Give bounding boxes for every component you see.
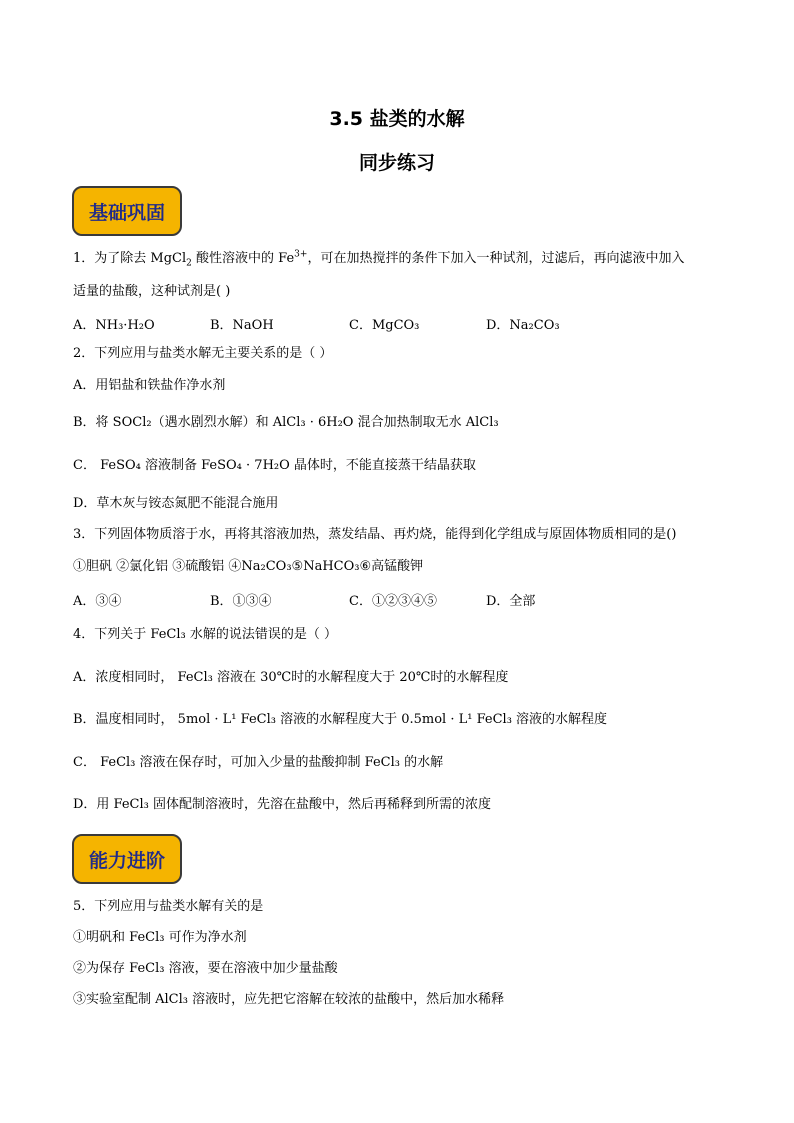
question-2-option-d: D．草木灰与铵态氮肥不能混合施用 xyxy=(73,496,279,511)
section-badge-advanced xyxy=(72,834,182,884)
question-1-option-c: C．MgCO₃ xyxy=(349,318,420,333)
question-5-item-3: ③实验室配制 AlCl₃ 溶液时，应先把它溶解在较浓的盐酸中，然后加水稀释 xyxy=(73,992,505,1007)
question-1-option-d: D．Na₂CO₃ xyxy=(486,318,560,333)
section-label-basic: 基础巩固 xyxy=(88,201,165,224)
question-4-option-d: D．用 FeCl₃ 固体配制溶液时，先溶在盐酸中，然后再稀释到所需的浓度 xyxy=(73,797,492,812)
question-5-item-1: ①明矾和 FeCl₃ 可作为净水剂 xyxy=(73,930,247,945)
page-subtitle: 同步练习 xyxy=(358,152,435,174)
question-5-stem: 5．下列应用与盐类水解有关的是 xyxy=(73,899,264,914)
question-2-option-b: B．将 SOCl₂（遇水剧烈水解）和 AlCl₃ · 6H₂O 混合加热制取无水 AlCl₃ xyxy=(73,415,499,430)
question-1-option-b: B．NaOH xyxy=(210,318,274,333)
question-1-stem-line2: 适量的盐酸，这种试剂是( ) xyxy=(73,284,231,299)
question-1-stem: 1．为了除去 MgCl$_2$ 酸性溶液中的 $Fe^{3+}$，可在加热搅拌的条件下加入一种试剂，过滤后，再向滤液中加入 xyxy=(73,249,685,269)
question-2-option-c: C． FeSO₄ 溶液制备 FeSO₄ · 7H₂O 晶体时，不能直接蒸干结晶获取 xyxy=(73,458,476,473)
section-badge-basic xyxy=(72,186,182,236)
question-3-option-c: C．①②③④⑤ xyxy=(349,594,437,609)
question-3-stem: 3．下列固体物质溶于水，再将其溶液加热，蒸发结晶、再灼烧，能得到化学组成与原固体物质相同的是() xyxy=(73,527,677,542)
question-4-option-a: A．浓度相同时， FeCl₃ 溶液在 30℃时的水解程度大于 20℃时的水解程度 xyxy=(73,670,509,685)
page-title: 3.5 盐类的水解 xyxy=(329,108,465,130)
question-3-items: ①胆矾 ②氯化铝 ③硫酸铝 ④Na₂CO₃⑤NaHCO₃⑥高锰酸钾 xyxy=(73,559,424,574)
question-1-option-a: A．NH₃·H₂O xyxy=(73,318,155,333)
question-3-option-a: A．③④ xyxy=(73,594,122,609)
question-3-option-d: D．全部 xyxy=(486,594,536,609)
question-2-option-a: A．用铝盐和铁盐作净水剂 xyxy=(73,378,226,393)
question-5-item-2: ②为保存 FeCl₃ 溶液，要在溶液中加少量盐酸 xyxy=(73,961,338,976)
question-4-stem: 4．下列关于 FeCl₃ 水解的说法错误的是（ ） xyxy=(73,627,337,642)
section-label-advanced: 能力进阶 xyxy=(88,849,165,872)
question-2-stem: 2．下列应用与盐类水解无主要关系的是（ ） xyxy=(73,346,333,361)
question-4-option-b: B．温度相同时， 5mol · L¹ FeCl₃ 溶液的水解程度大于 0.5mol · L¹ FeCl₃ 溶液的水解程度 xyxy=(73,712,608,727)
question-3-option-b: B．①③④ xyxy=(210,594,272,609)
question-4-option-c: C． FeCl₃ 溶液在保存时，可加入少量的盐酸抑制 FeCl₃ 的水解 xyxy=(73,755,444,770)
